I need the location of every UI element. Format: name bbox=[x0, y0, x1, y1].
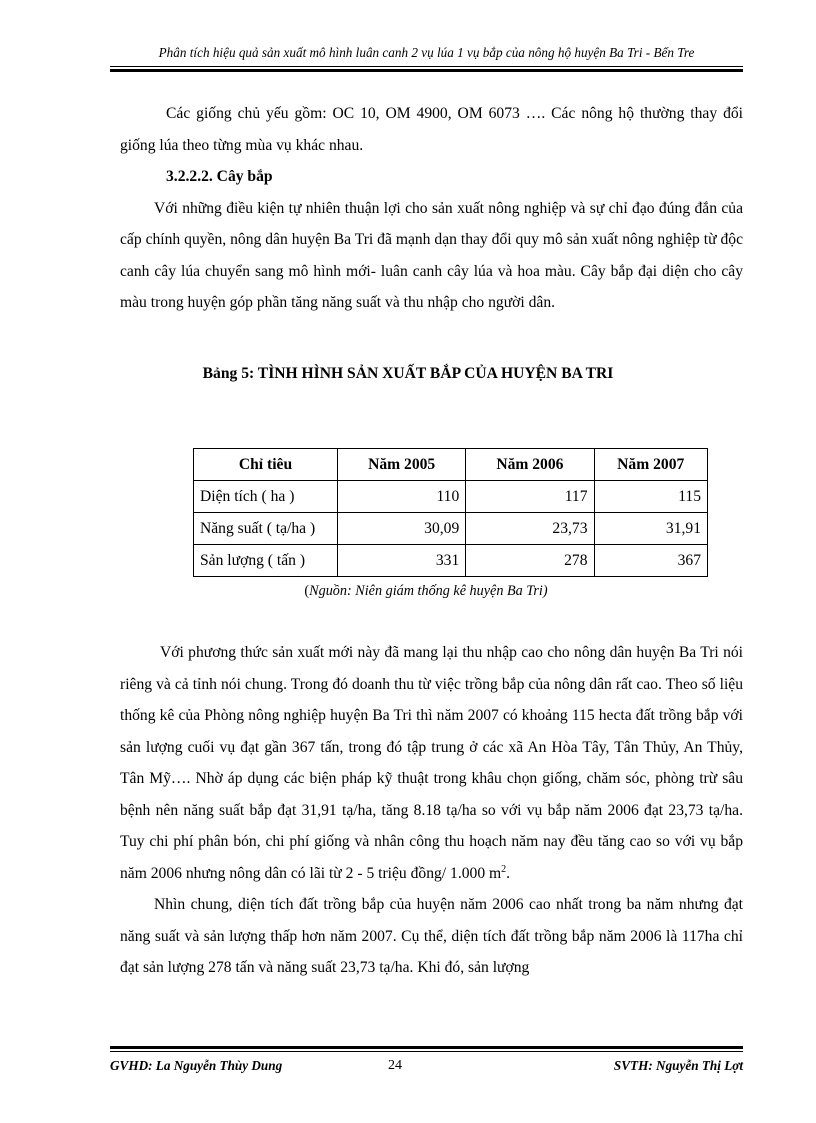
paragraph-2-text: Với phương thức sản xuất mới này đã mang lại thu nhập cao cho nông dân huyện Ba Tri nói riêng và cả tỉnh nói chung. Trong đó doanh thu từ việc trồng bắp của nông dân rất cao. Theo số liệu thống kê của Phòng nông nghiệp huyện Ba Tri thì năm 2007 có khoảng 115 hecta đất trồng bắp với sản lượng cuối vụ đạt gần 367 tấn, trong đó tập trung ở các xã An Hòa Tây, Tân Thủy, An Thủy, Tân Mỹ…. Nhờ áp dụng các biện pháp kỹ thuật trong khâu chọn giống, chăm sóc, phòng trừ sâu bệnh nên năng suất bắp đạt 31,91 tạ/ha, tăng 8.18 tạ/ha so với vụ bắp năm 2006 đạt 23,73 tạ/ha. Tuy chi phí phân bón, chi phí giống và nhân công thu hoạch năm nay đều tăng cao so với vụ bắp năm 2006 nhưng nông dân có lãi từ 2 - 5 triệu đồng/ 1.000 m bbox=[120, 644, 743, 882]
footer-rule-thick bbox=[110, 1046, 743, 1049]
table-cell: 117 bbox=[466, 481, 594, 513]
footer-row bbox=[110, 1058, 743, 1078]
paragraph-3: Nhìn chung, diện tích đất trồng bắp của huyện năm 2006 cao nhất trong ba năm nhưng đạt năng suất và sản lượng thấp hơn năm 2007. Cụ thể, diện tích đất trồng bắp năm 2006 là 117ha chỉ đạt sản lượng 278 tấn và năng suất 23,73 tạ/ha. Khi đó, sản lượng bbox=[120, 896, 743, 976]
row-label: Năng suất ( tạ/ha ) bbox=[194, 513, 338, 545]
table-row bbox=[194, 481, 708, 513]
body-section-1 bbox=[120, 98, 743, 319]
source-text: : Niên giám thống kê huyện Ba Tri) bbox=[347, 583, 548, 599]
intro-paragraph: Các giống chủ yếu gồm: OC 10, OM 4900, OM 6073 …. Các nông hộ thường thay đổi giống lúa theo từng mùa vụ khác nhau. bbox=[120, 105, 743, 154]
table-cell: 30,09 bbox=[338, 513, 466, 545]
table-cell: 278 bbox=[466, 545, 594, 577]
table-row bbox=[194, 513, 708, 545]
header-rule-thin bbox=[110, 66, 743, 67]
column-header: Chỉ tiêu bbox=[194, 449, 338, 481]
paragraph-2-end: . bbox=[506, 864, 511, 882]
footer-rule-thin bbox=[110, 1051, 743, 1052]
table-title: Bảng 5: TÌNH HÌNH SẢN XUẤT BẮP CỦA HUYỆN BA TRI bbox=[202, 365, 614, 382]
source-label: Nguồn bbox=[309, 583, 347, 599]
source-open-paren: ( bbox=[304, 583, 310, 599]
superscript: 2 bbox=[501, 863, 507, 875]
table-cell: 110 bbox=[338, 481, 466, 513]
body-section-2 bbox=[120, 637, 743, 984]
data-table bbox=[193, 448, 708, 577]
footer-student: SVTH: Nguyễn Thị Lợt bbox=[613, 1058, 743, 1073]
table-cell: 367 bbox=[594, 545, 708, 577]
page-number: 24 bbox=[388, 1058, 402, 1073]
column-header: Năm 2006 bbox=[466, 449, 594, 481]
row-label: Diện tích ( ha ) bbox=[194, 481, 338, 513]
table-cell: 115 bbox=[594, 481, 708, 513]
header-rule-thick bbox=[110, 69, 743, 72]
subheading: 3.2.2.2. Cây bắp bbox=[166, 168, 273, 185]
paragraph-2 bbox=[120, 637, 743, 889]
footer-advisor: GVHD: La Nguyễn Thùy Dung bbox=[110, 1058, 283, 1073]
paragraph-1: Với những điều kiện tự nhiên thuận lợi cho sản xuất nông nghiệp và sự chỉ đạo đúng đắn của cấp chính quyền, nông dân huyện Ba Tri đã mạnh dạn thay đổi quy mô sản xuất nông nghiệp từ độc canh cây lúa chuyển sang mô hình mới- luân canh cây lúa và hoa màu. Cây bắp đại diện cho cây màu trong huyện góp phần tăng năng suất và thu nhập cho người dân. bbox=[120, 199, 743, 311]
table-cell: 23,73 bbox=[466, 513, 594, 545]
table-cell: 31,91 bbox=[594, 513, 708, 545]
column-header: Năm 2005 bbox=[338, 449, 466, 481]
table-row bbox=[194, 545, 708, 577]
column-header: Năm 2007 bbox=[594, 449, 708, 481]
header-title: Phân tích hiệu quả sản xuất mô hình luân canh 2 vụ lúa 1 vụ bắp của nông hộ huyện Ba Tri - Bến Tre bbox=[158, 45, 695, 60]
table-source bbox=[0, 582, 816, 600]
table-header-row bbox=[194, 449, 708, 481]
row-label: Sản lượng ( tấn ) bbox=[194, 545, 338, 577]
page-footer bbox=[110, 1046, 743, 1078]
table-cell: 331 bbox=[338, 545, 466, 577]
page-header bbox=[110, 45, 743, 72]
